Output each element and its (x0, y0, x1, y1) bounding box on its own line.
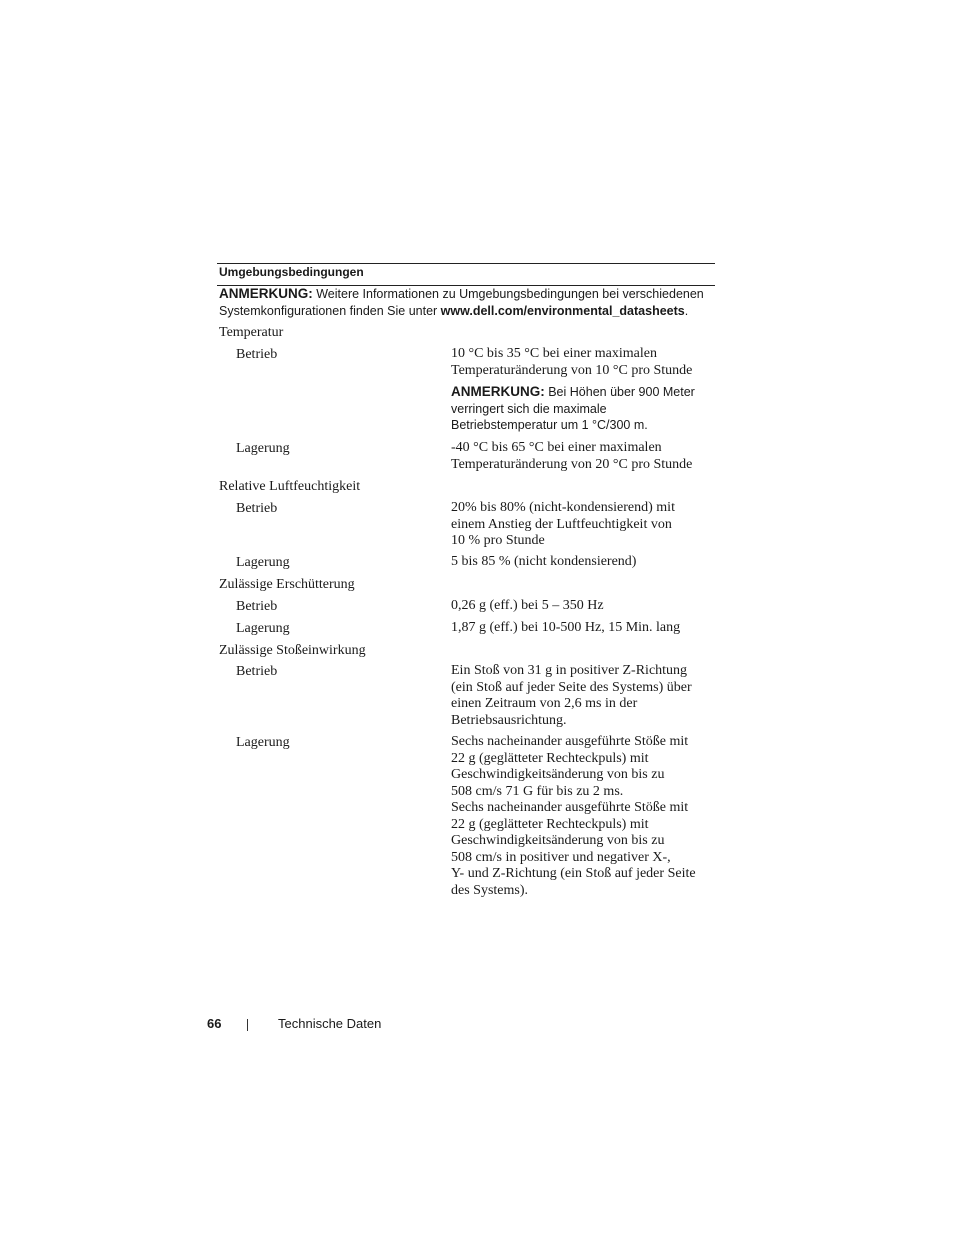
category-temperatur: Temperatur (219, 325, 284, 340)
category-stoss: Zulässige Stoßeinwirkung (219, 643, 366, 658)
note-text-2: Systemkonfigurationen finden Sie unter (219, 303, 441, 318)
value-line: 22 g (geglätteter Rechteckpuls) mit (451, 750, 649, 766)
value-line: Y- und Z-Richtung (ein Stoß auf jeder Seite (451, 866, 696, 881)
luftfeuchtigkeit-lagerung-label: Lagerung (236, 555, 290, 570)
erschuetterung-lagerung-label: Lagerung (236, 621, 290, 636)
category-luftfeuchtigkeit: Relative Luftfeuchtigkeit (219, 479, 361, 494)
temperatur-betrieb-value (451, 346, 715, 379)
note-line: verringert sich die maximale (451, 401, 607, 416)
value-line: 508 cm/s in positiver und negativer X-, (451, 849, 671, 865)
value-line: 0,26 g (eff.) bei 5 – 350 Hz (451, 598, 604, 613)
value-line: Sechs nacheinander ausgeführte Stöße mit (451, 734, 689, 749)
datasheet-url: www.dell.com/environmental_datasheets (440, 303, 685, 318)
luftfeuchtigkeit-lagerung-value (451, 554, 715, 571)
temperatur-lagerung-label: Lagerung (236, 441, 290, 456)
value-line: Geschwindigkeitsänderung von bis zu (451, 833, 665, 848)
note-text-end: . (684, 303, 689, 318)
temperatur-lagerung-value (451, 440, 715, 473)
value-line: Geschwindigkeitsänderung von bis zu (451, 767, 665, 782)
note-label: ANMERKUNG: (219, 286, 313, 301)
value-line: -40 °C bis 65 °C bei einer maximalen (451, 440, 662, 455)
value-line: 508 cm/s 71 G für bis zu 2 ms. (451, 783, 624, 799)
page-number: 66 (207, 1016, 222, 1031)
value-line: 5 bis 85 % (nicht kondensierend) (451, 554, 637, 569)
category-erschuetterung: Zulässige Erschütterung (219, 577, 355, 592)
environment-note (219, 286, 715, 319)
value-line: des Systems). (451, 882, 528, 898)
stoss-betrieb-value (451, 663, 715, 729)
value-line: Betriebsausrichtung. (451, 712, 567, 728)
erschuetterung-betrieb-value (451, 598, 715, 615)
note-label: ANMERKUNG: (451, 384, 545, 399)
value-line: 10 °C bis 35 °C bei einer maximalen (451, 346, 657, 361)
value-line: einen Zeitraum von 2,6 ms in der (451, 696, 638, 711)
value-line: Ein Stoß von 31 g in positiver Z-Richtung (451, 663, 688, 678)
temperatur-betrieb-note (451, 384, 715, 434)
value-line: 10 % pro Stunde (451, 533, 545, 548)
temperatur-betrieb-label: Betrieb (236, 347, 278, 362)
value-line: 20% bis 80% (nicht-kondensierend) mit (451, 500, 675, 515)
table-header: Umgebungsbedingungen (219, 265, 364, 279)
value-line: Temperaturänderung von 20 °C pro Stunde (451, 456, 693, 472)
value-line: einem Anstieg der Luftfeuchtigkeit von (451, 516, 672, 532)
value-line: (ein Stoß auf jeder Seite des Systems) über (451, 679, 692, 695)
stoss-lagerung-label: Lagerung (236, 735, 290, 750)
stoss-lagerung-value (451, 734, 715, 899)
footer-section-title: Technische Daten (278, 1016, 382, 1031)
note-line: Bei Höhen über 900 Meter (544, 385, 695, 399)
value-line: 22 g (geglätteter Rechteckpuls) mit (451, 816, 649, 832)
erschuetterung-betrieb-label: Betrieb (236, 599, 278, 614)
value-line: 1,87 g (eff.) bei 10-500 Hz, 15 Min. lang (451, 620, 681, 635)
value-line: Sechs nacheinander ausgeführte Stöße mit (451, 800, 689, 815)
note-line: Betriebstemperatur um 1 °C/300 m. (451, 418, 648, 432)
table-top-rule (217, 263, 715, 264)
footer-separator (247, 1019, 248, 1031)
luftfeuchtigkeit-betrieb-value (451, 500, 715, 550)
erschuetterung-lagerung-value (451, 620, 715, 637)
luftfeuchtigkeit-betrieb-label: Betrieb (236, 501, 278, 516)
note-text-1: Weitere Informationen zu Umgebungsbedingungen bei verschiedenen (312, 287, 704, 301)
value-line: Temperaturänderung von 10 °C pro Stunde (451, 362, 693, 378)
stoss-betrieb-label: Betrieb (236, 664, 278, 679)
